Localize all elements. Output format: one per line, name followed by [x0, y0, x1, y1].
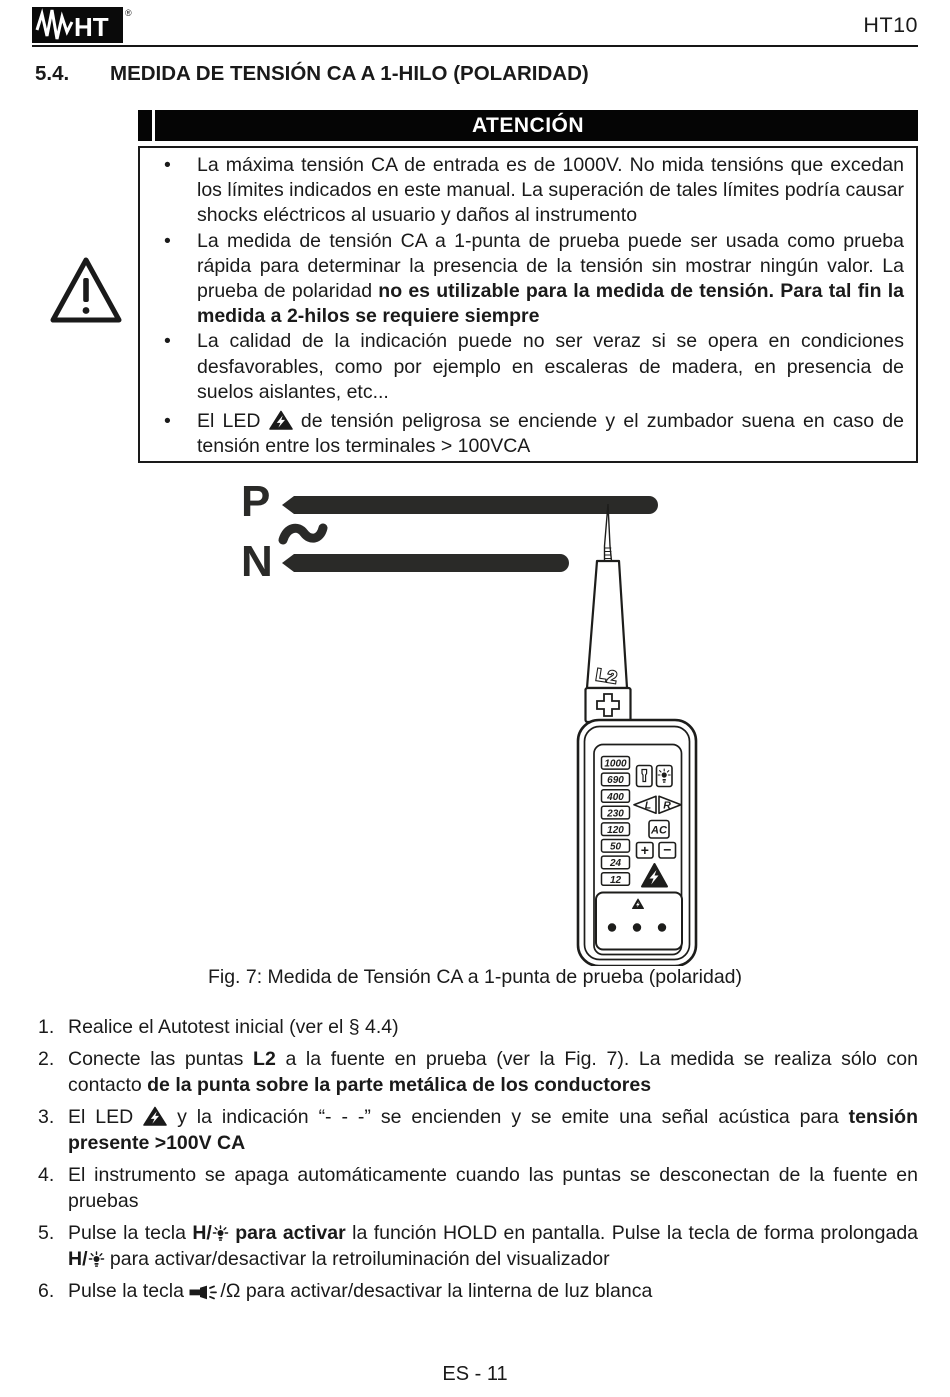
attention-bullet — [197, 229, 904, 330]
scale-120: 120 — [607, 825, 624, 836]
probe-l2-label: L2 — [594, 665, 620, 688]
probe-light-key — [637, 766, 653, 787]
text-run: de la punta sobre la parte metálica de los conductores — [147, 1074, 652, 1096]
model-number: HT10 — [863, 13, 918, 37]
probe-connector — [586, 688, 631, 722]
section-title: MEDIDA DE TENSIÓN CA A 1-HILO (POLARIDAD) — [110, 62, 589, 85]
step-item — [38, 1104, 918, 1156]
step-number: 1. — [38, 1016, 55, 1038]
wire-n-label: N — [241, 537, 273, 586]
danger-led-icon — [143, 1106, 167, 1128]
step-item — [38, 1220, 918, 1272]
wire-p-label: P — [241, 480, 271, 526]
warning-triangle-icon — [46, 254, 126, 336]
tester-device — [578, 720, 696, 966]
text-run: La medida de tensión CA a 1-punta de prueba puede ser usada como prueba rápida para determinar la presencia de la tensión sin mostrar ningún valor. La prueba de polaridad — [197, 229, 904, 303]
page-number: ES - 11 — [442, 1363, 508, 1385]
ac-key-label: AC — [651, 824, 667, 837]
phase-wire — [282, 496, 658, 514]
text-run: El LED — [197, 410, 269, 433]
plus-key-label: + — [640, 842, 649, 858]
text-run: El LED — [68, 1106, 144, 1128]
text-run: y la indicación “- - -” se encienden y se emite una señal acústica para — [167, 1106, 849, 1128]
neutral-wire — [282, 554, 569, 572]
logo-text: HT — [74, 12, 109, 42]
scale-400: 400 — [607, 791, 624, 803]
step-number: 2. — [38, 1048, 55, 1070]
text-run: Conecte las puntas — [68, 1048, 254, 1070]
procedure-steps — [38, 1014, 918, 1310]
step-item — [38, 1162, 918, 1214]
step-item — [38, 1046, 918, 1098]
right-key-label: R — [663, 799, 671, 812]
text-run: tensión presente >100V CA — [68, 1106, 918, 1154]
scale-230: 230 — [607, 808, 624, 820]
text-run: El instrumento se apaga automáticamente cuando las puntas se desconectan de la fuente en pruebas — [68, 1164, 918, 1212]
scale-690: 690 — [607, 775, 624, 787]
text-run: La calidad de la indicación puede no ser veraz si se opera en condiciones desfavorables, como por ejemplo en escaleras de madera, en presencia de suelos aislantes, etc... — [197, 330, 904, 403]
text-run: de tensión peligrosa se enciende y el zumbador suena en caso de tensión entre los terminales > 100VCA — [197, 410, 905, 458]
text-run: la función HOLD en pantalla. Pulse la tecla de forma prolongada — [345, 1222, 919, 1244]
section-number: 5.4. — [35, 62, 70, 85]
attention-box — [138, 146, 918, 463]
scale-1000: 1000 — [604, 758, 627, 770]
text-run: a la fuente en prueba (ver la Fig. 7). La medida se realiza sólo con contacto — [68, 1048, 918, 1096]
text-run: no es utilizable para la medida de tensión. Para tal fin la medida a 2-hilos se requiere siempre — [197, 280, 904, 328]
minus-key-label: − — [663, 841, 672, 858]
step-item — [38, 1014, 918, 1040]
attention-header: ATENCIÓN — [138, 110, 918, 141]
attention-bullet — [197, 329, 904, 405]
bulb-icon — [88, 1248, 105, 1270]
text-run: /Ω para activar/desactivar la linterna de luz blanca — [220, 1280, 653, 1302]
text-run: Pulse la tecla — [68, 1222, 193, 1244]
text-run: H/ — [192, 1222, 212, 1244]
step-item — [38, 1278, 918, 1304]
text-run: L2 — [253, 1048, 276, 1070]
ht-logo — [32, 7, 123, 43]
step-number: 6. — [38, 1280, 55, 1302]
attention-bar-divider — [152, 110, 155, 141]
danger-led-icon — [269, 410, 293, 432]
left-key-label: L — [644, 799, 652, 812]
attention-bullet — [197, 409, 904, 459]
header-rule — [32, 45, 918, 47]
attention-bullet — [197, 153, 904, 229]
scale-24: 24 — [609, 858, 622, 870]
minus-key — [659, 842, 676, 859]
ac-key — [649, 821, 669, 839]
registered-mark: ® — [125, 8, 132, 18]
step-number: 3. — [38, 1106, 55, 1128]
text-run: Realice el Autotest inicial (ver el § 4.4) — [68, 1016, 399, 1038]
step-number: 4. — [38, 1164, 55, 1186]
scale-12: 12 — [609, 874, 622, 886]
display-window — [596, 893, 682, 950]
figure-7-illustration — [228, 480, 712, 966]
text-run: para activar/desactivar la retroiluminación del visualizador — [104, 1248, 610, 1270]
lamp-key — [657, 766, 673, 787]
text-run: H/ — [68, 1248, 88, 1270]
scale-50: 50 — [609, 841, 622, 853]
ac-tilde-icon — [283, 528, 323, 540]
text-run: para activar — [228, 1222, 346, 1244]
section-heading — [35, 62, 915, 86]
step-number: 5. — [38, 1222, 55, 1244]
figure-caption: Fig. 7: Medida de Tensión CA a 1-punta de prueba (polaridad) — [207, 966, 743, 988]
plus-key — [637, 842, 654, 858]
flashlight-icon — [189, 1280, 220, 1302]
bulb-icon — [212, 1222, 229, 1244]
probe-icon — [642, 770, 647, 782]
text-run: Pulse la tecla — [68, 1280, 190, 1302]
text-run: La máxima tensión CA de entrada es de 1000V. No mida tensións que excedan los límites indicados en este manual. La superación de tales límites podría causar shocks eléctricos al usuario y daños al instrumento — [197, 154, 904, 227]
